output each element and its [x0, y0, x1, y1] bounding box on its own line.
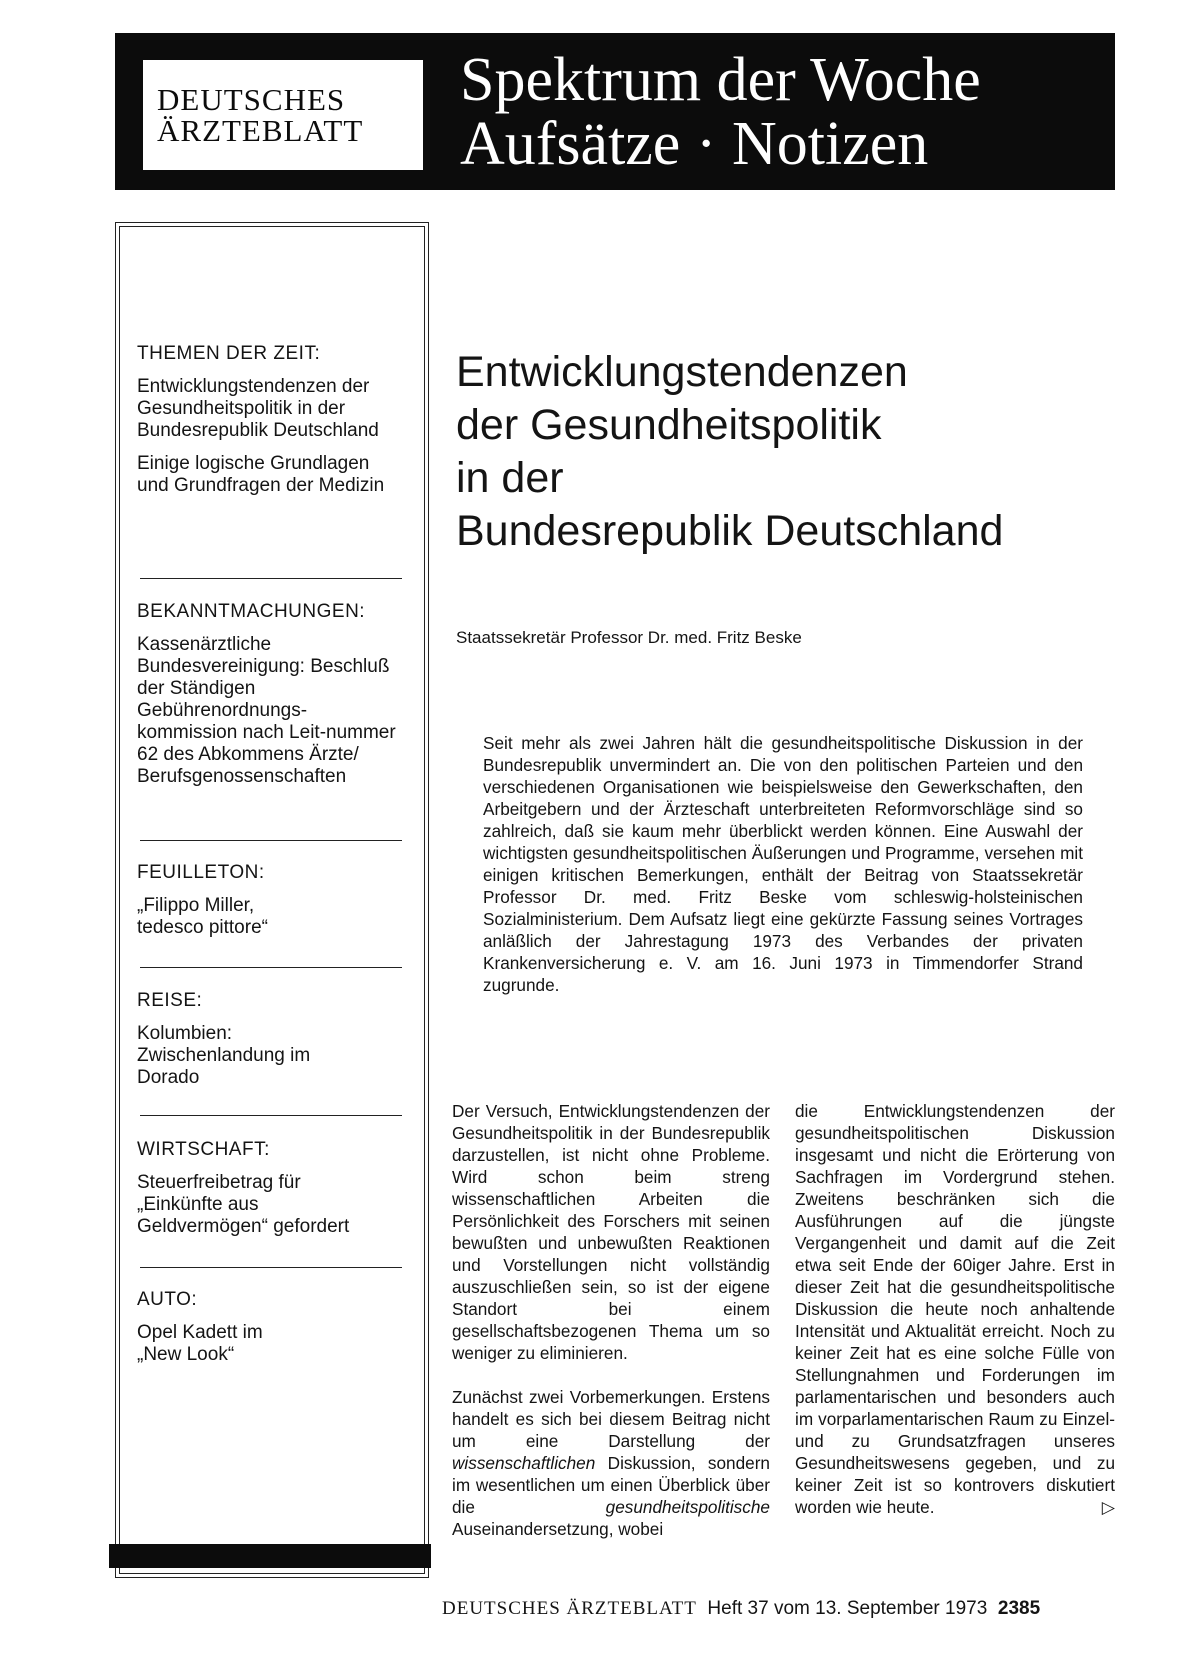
body-text: Zunächst zwei Vorbemerkungen. Erstens handelt es sich bei diesem Beitrag nicht um eine Darstellung der	[452, 1387, 770, 1451]
toc-section-themen	[137, 343, 405, 508]
toc-divider	[140, 967, 402, 968]
body-text: Auseinandersetzung, wobei	[452, 1519, 664, 1539]
article-title	[456, 346, 1096, 558]
section-title-line-1: Spektrum der Woche	[460, 46, 981, 114]
toc-entry[interactable]: Entwicklungstendenzen der Gesundheitspolitik in der Bundesrepublik Deutschland	[137, 376, 379, 441]
toc-entry[interactable]: Kolumbien: Zwischenlandung im Dorado	[137, 1023, 311, 1088]
toc-heading: REISE:	[137, 990, 203, 1011]
body-paragraph	[795, 1100, 1115, 1518]
article-title-line: Entwicklungstendenzen	[456, 348, 908, 396]
toc-section-wirtschaft	[137, 1139, 405, 1249]
toc-entry[interactable]: Steuerfreibetrag für „Einkünfte aus Geldvermögen“ gefordert	[137, 1172, 350, 1237]
section-title	[460, 48, 981, 176]
body-text: Diskussion, sondern im wesentlichen um einen Überblick über die	[452, 1453, 770, 1517]
footer-issue: Heft 37 vom 13. September 1973	[707, 1598, 988, 1619]
section-title-line-2: Aufsätze · Notizen	[460, 110, 929, 178]
body-paragraph	[452, 1386, 770, 1540]
toc-entry[interactable]: „Filippo Miller, tedesco pittore“	[137, 895, 268, 938]
toc-divider	[140, 840, 402, 841]
page-footer	[442, 1598, 1040, 1620]
magazine-logo	[143, 60, 423, 170]
article-title-line: Bundesrepublik Deutschland	[456, 507, 1004, 555]
toc-divider	[140, 578, 402, 579]
toc-heading: WIRTSCHAFT:	[137, 1139, 270, 1160]
article-column-2	[795, 1100, 1115, 1540]
footer-magazine-name: DEUTSCHES ÄRZTEBLATT	[442, 1598, 697, 1619]
toc-divider	[140, 1267, 402, 1268]
sidebar-bottom-bar	[109, 1544, 431, 1568]
article-title-line: in der	[456, 454, 564, 502]
toc-heading: FEUILLETON:	[137, 862, 265, 883]
logo-line-2: ÄRZTEBLATT	[157, 113, 364, 148]
toc-section-feuilleton	[137, 862, 405, 950]
article-author: Staatssekretär Professor Dr. med. Fritz Beske	[456, 628, 802, 647]
article-title-line: der Gesundheitspolitik	[456, 401, 882, 449]
toc-section-auto	[137, 1289, 405, 1377]
logo-line-1: DEUTSCHES	[157, 82, 346, 117]
toc-heading: THEMEN DER ZEIT:	[137, 343, 321, 364]
emphasis-text: gesundheitspolitische	[605, 1497, 770, 1517]
page-number: 2385	[997, 1598, 1041, 1619]
toc-heading: BEKANNTMACHUNGEN:	[137, 601, 366, 622]
toc-section-reise	[137, 990, 405, 1100]
header-banner	[115, 33, 1115, 190]
toc-entry[interactable]: Kassenärztliche Bundesvereinigung: Beschluß der Ständigen Gebührenordnungs-kommission nach Leit-nummer 62 des Abkommens Ärzte/ Berufsgenossenschaften	[137, 634, 396, 787]
toc-entry[interactable]: Einige logische Grundlagen und Grundfragen der Medizin	[137, 453, 385, 496]
toc-entry[interactable]: Opel Kadett im „New Look“	[137, 1322, 263, 1365]
continue-arrow-icon: ▷	[1101, 1497, 1115, 1517]
body-paragraph: Der Versuch, Entwicklungstendenzen der Gesundheitspolitik in der Bundesrepublik darzustellen, ist nicht ohne Probleme. Wird schon beim streng wissenschaftlichen Arbeiten die Persönlichkeit des Forschers mit seinen bewußten und unbewußten Reaktionen und Vorstellungen nicht vollständig auszuschließen sein, so ist der eigene Standort bei einem gesellschaftsbezogenen Thema um so weniger zu eliminieren.	[452, 1101, 770, 1363]
toc-heading: AUTO:	[137, 1289, 198, 1310]
article-intro: Seit mehr als zwei Jahren hält die gesundheitspolitische Diskussion in der Bundesrepublik unvermindert an. Die von den politischen Parteien und den verschiedenen Organisationen wie beispielsweise den Gewerkschaften, den Arbeitgebern und der Ärzteschaft unterbreiteten Reformvorschläge sind so zahlreich, daß sie kaum mehr überblickt werden können. Eine Auswahl der wichtigsten gesundheitspolitischen Äußerungen und Programme, versehen mit einigen kritischen Bemerkungen, enthält der Beitrag von Staatssekretär Professor Dr. med. Fritz Beske vom schleswig-holsteinischen Sozialministerium. Dem Aufsatz liegt eine gekürzte Fassung seines Vortrages anläßlich der Jahrestagung 1973 des Verbandes der privaten Krankenversicherung e. V. am 16. Juni 1973 in Timmendorfer Strand zugrunde.	[483, 733, 1083, 995]
body-text: die Entwicklungstendenzen der gesundheitspolitischen Diskussion insgesamt und nicht die Erörterung von Sachfragen im Vordergrund stehen. Zweitens beschränken sich die Ausführungen auf die jüngste Vergangenheit und damit auf die Zeit etwa seit Ende der 60iger Jahre. Erst in dieser Zeit hat die gesundheitspolitische Diskussion die heute noch anhaltende Intensität und Aktualität erreicht. Noch zu keiner Zeit hat es eine solche Fülle von Stellungnahmen und Forderungen im parlamentarischen und besonders auch im vorparlamentarischen Raum zu Einzel- und zu Grundsatzfragen unseres Gesundheitswesens gegeben, und zu keiner Zeit ist so kontrovers diskutiert worden wie heute.	[795, 1101, 1115, 1517]
toc-divider	[140, 1115, 402, 1116]
article-column-1	[452, 1100, 770, 1562]
emphasis-text: wissenschaftlichen	[452, 1453, 596, 1473]
toc-section-bekanntmachungen	[137, 601, 405, 799]
